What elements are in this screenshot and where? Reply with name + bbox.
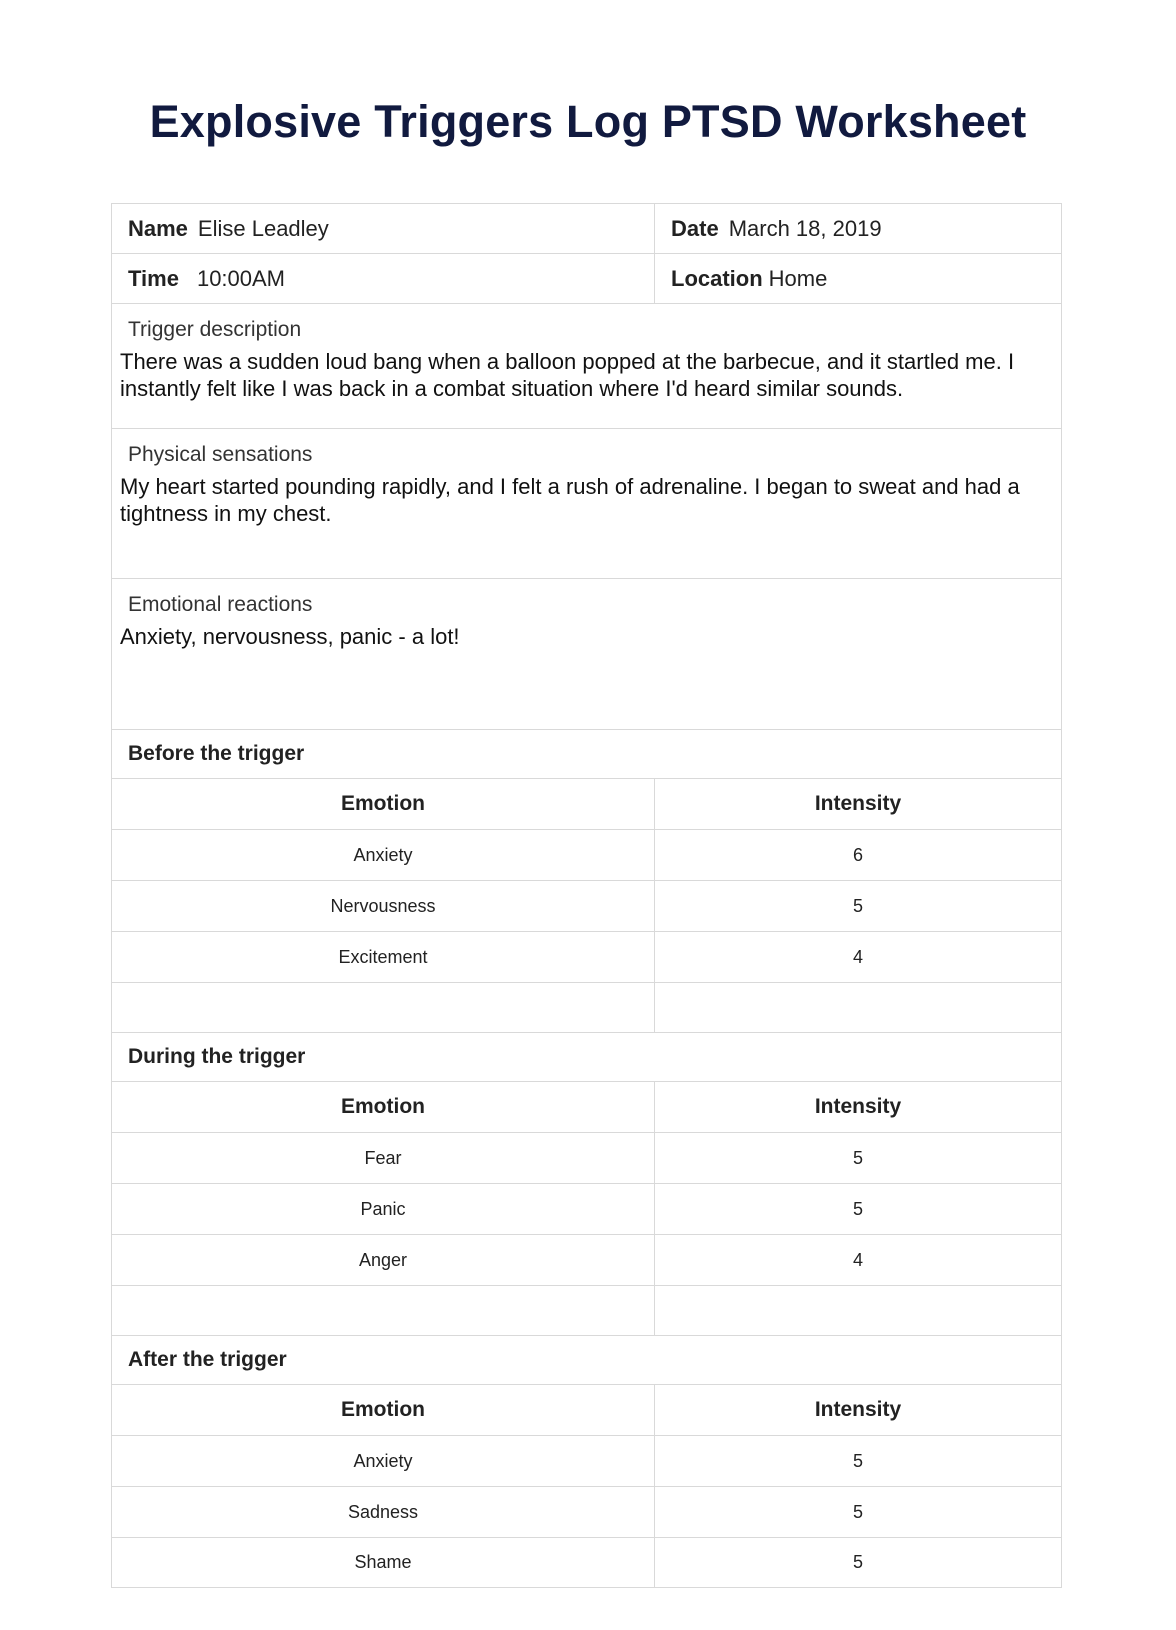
time-value: 10:00AM <box>196 265 286 291</box>
emotion-cell[interactable]: Anger <box>112 1235 655 1285</box>
table-row <box>112 1538 1061 1587</box>
emotion-cell-empty[interactable] <box>112 983 655 1032</box>
emotion-cell[interactable]: Sadness <box>112 1487 655 1537</box>
intensity-cell[interactable]: 5 <box>852 1147 863 1168</box>
info-row-time-location <box>112 254 1061 304</box>
date-value: March 18, 2019 <box>728 215 882 241</box>
during-col-intensity: Intensity <box>814 1095 902 1118</box>
during-col-emotion: Emotion <box>112 1082 655 1132</box>
page-title: Explosive Triggers Log PTSD Worksheet <box>149 96 1027 147</box>
emotion-cell[interactable]: Fear <box>112 1133 655 1183</box>
emotion-cell[interactable]: Anxiety <box>112 1436 655 1486</box>
name-value: Elise Leadley <box>197 215 329 241</box>
info-row-name-date <box>112 204 1061 254</box>
emotional-reactions-field[interactable] <box>112 579 1061 729</box>
intensity-cell[interactable]: 5 <box>852 1501 863 1522</box>
table-row <box>112 1184 1061 1235</box>
before-trigger-heading: Before the trigger <box>112 730 1061 779</box>
emotion-cell-empty[interactable] <box>112 1286 655 1335</box>
emotion-cell[interactable]: Excitement <box>112 932 655 982</box>
worksheet-form <box>111 203 1062 1588</box>
trigger-description-row <box>112 304 1061 429</box>
table-row-empty <box>112 1286 1061 1336</box>
date-field[interactable] <box>655 204 1061 253</box>
intensity-cell[interactable]: 5 <box>852 895 863 916</box>
intensity-cell[interactable]: 5 <box>852 1552 863 1572</box>
table-row <box>112 881 1061 932</box>
location-field[interactable] <box>655 254 1061 303</box>
table-row <box>112 1436 1061 1487</box>
after-col-emotion: Emotion <box>112 1385 655 1435</box>
table-row <box>112 1133 1061 1184</box>
physical-sensations-text: My heart started pounding rapidly, and I felt a rush of adrenaline. I began to sweat and had a tightness in my chest. <box>120 474 1020 526</box>
intensity-cell[interactable]: 5 <box>852 1450 863 1471</box>
physical-sensations-row <box>112 429 1061 579</box>
name-label: Name <box>128 215 188 241</box>
name-field[interactable] <box>112 204 655 253</box>
intensity-cell[interactable]: 4 <box>852 1249 863 1270</box>
after-trigger-heading: After the trigger <box>112 1336 1061 1385</box>
emotion-cell[interactable]: Nervousness <box>112 881 655 931</box>
intensity-cell[interactable]: 4 <box>852 946 863 967</box>
before-col-intensity: Intensity <box>814 792 902 815</box>
time-field[interactable] <box>112 254 655 303</box>
intensity-cell[interactable]: 6 <box>852 844 863 865</box>
table-row <box>112 1235 1061 1286</box>
table-row <box>112 830 1061 881</box>
before-col-emotion: Emotion <box>112 779 655 829</box>
emotional-reactions-row <box>112 579 1061 730</box>
time-label: Time <box>128 265 179 291</box>
before-table-header <box>112 779 1061 830</box>
table-row <box>112 1487 1061 1538</box>
emotional-reactions-text: Anxiety, nervousness, panic - a lot! <box>120 624 460 649</box>
emotion-cell[interactable]: Anxiety <box>112 830 655 880</box>
physical-sensations-label: Physical sensations <box>128 443 313 466</box>
table-row-empty <box>112 983 1061 1033</box>
physical-sensations-field[interactable] <box>112 429 1061 578</box>
intensity-cell[interactable]: 5 <box>852 1198 863 1219</box>
during-table-header <box>112 1082 1061 1133</box>
date-label: Date <box>671 215 719 241</box>
emotional-reactions-label: Emotional reactions <box>128 593 313 616</box>
intensity-cell-empty[interactable] <box>655 1286 1061 1335</box>
trigger-description-text: There was a sudden loud bang when a balloon popped at the barbecue, and it startled me. I instantly felt like I was back in a combat situation where I'd heard similar sounds. <box>120 349 1015 401</box>
after-col-intensity: Intensity <box>814 1398 902 1421</box>
intensity-cell-empty[interactable] <box>655 983 1061 1032</box>
after-table-header <box>112 1385 1061 1436</box>
emotion-cell[interactable]: Shame <box>112 1538 655 1587</box>
trigger-description-field[interactable] <box>112 304 1061 428</box>
location-value: Home <box>768 265 828 291</box>
during-trigger-heading: During the trigger <box>112 1033 1061 1082</box>
location-label: Location <box>671 265 763 291</box>
trigger-description-label: Trigger description <box>128 318 302 341</box>
table-row <box>112 932 1061 983</box>
emotion-cell[interactable]: Panic <box>112 1184 655 1234</box>
